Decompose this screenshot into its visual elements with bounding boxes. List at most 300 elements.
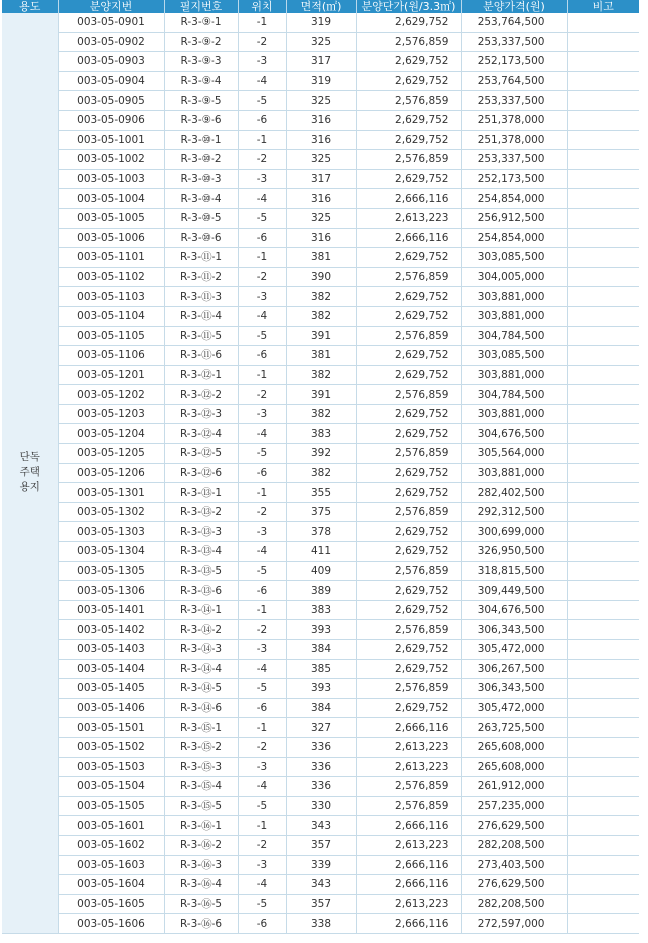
table-row bbox=[2, 32, 639, 52]
area-cell: 385 bbox=[286, 659, 356, 679]
lot-address-cell: 003-05-1606 bbox=[58, 914, 164, 934]
lot-address-cell: 003-05-1605 bbox=[58, 894, 164, 914]
sale-price-cell: 304,676,500 bbox=[461, 600, 567, 620]
remarks-cell bbox=[567, 444, 639, 464]
table-row bbox=[2, 522, 639, 542]
usage-cell bbox=[2, 13, 58, 933]
remarks-cell bbox=[567, 130, 639, 150]
area-cell: 381 bbox=[286, 248, 356, 268]
remarks-cell bbox=[567, 326, 639, 346]
parcel-number-cell: R-3-⑬-2 bbox=[164, 502, 238, 522]
lot-address-cell: 003-05-1602 bbox=[58, 835, 164, 855]
area-cell: 325 bbox=[286, 208, 356, 228]
table-row bbox=[2, 640, 639, 660]
remarks-cell bbox=[567, 581, 639, 601]
position-cell: -5 bbox=[238, 91, 286, 111]
sale-price-cell: 303,881,000 bbox=[461, 404, 567, 424]
remarks-cell bbox=[567, 777, 639, 797]
position-cell: -1 bbox=[238, 365, 286, 385]
remarks-cell bbox=[567, 404, 639, 424]
area-cell: 316 bbox=[286, 110, 356, 130]
lot-address-cell: 003-05-1405 bbox=[58, 679, 164, 699]
unit-price-cell: 2,629,752 bbox=[356, 13, 461, 32]
remarks-cell bbox=[567, 737, 639, 757]
table-row bbox=[2, 52, 639, 72]
area-cell: 336 bbox=[286, 757, 356, 777]
sale-price-cell: 276,629,500 bbox=[461, 816, 567, 836]
parcel-number-cell: R-3-⑮-5 bbox=[164, 796, 238, 816]
parcel-number-cell: R-3-⑯-5 bbox=[164, 894, 238, 914]
table-row bbox=[2, 718, 639, 738]
unit-price-cell: 2,629,752 bbox=[356, 346, 461, 366]
unit-price-cell: 2,629,752 bbox=[356, 542, 461, 562]
lot-address-cell: 003-05-1201 bbox=[58, 365, 164, 385]
remarks-cell bbox=[567, 483, 639, 503]
parcel-number-cell: R-3-⑫-3 bbox=[164, 404, 238, 424]
position-cell: -5 bbox=[238, 796, 286, 816]
remarks-cell bbox=[567, 600, 639, 620]
sale-price-cell: 265,608,000 bbox=[461, 737, 567, 757]
parcel-number-cell: R-3-⑩-1 bbox=[164, 130, 238, 150]
unit-price-cell: 2,629,752 bbox=[356, 287, 461, 307]
area-cell: 390 bbox=[286, 267, 356, 287]
sale-price-cell: 253,764,500 bbox=[461, 71, 567, 91]
unit-price-cell: 2,613,223 bbox=[356, 737, 461, 757]
parcel-number-cell: R-3-⑫-4 bbox=[164, 424, 238, 444]
sale-price-cell: 306,343,500 bbox=[461, 620, 567, 640]
lot-address-cell: 003-05-0901 bbox=[58, 13, 164, 32]
area-cell: 316 bbox=[286, 228, 356, 248]
sale-price-cell: 263,725,500 bbox=[461, 718, 567, 738]
sale-price-cell: 257,235,000 bbox=[461, 796, 567, 816]
position-cell: -5 bbox=[238, 444, 286, 464]
position-cell: -1 bbox=[238, 718, 286, 738]
position-cell: -4 bbox=[238, 306, 286, 326]
parcel-number-cell: R-3-⑫-2 bbox=[164, 385, 238, 405]
usage-label: 주택 bbox=[19, 466, 40, 479]
area-cell: 325 bbox=[286, 32, 356, 52]
table-row bbox=[2, 228, 639, 248]
parcel-number-cell: R-3-⑯-4 bbox=[164, 875, 238, 895]
unit-price-cell: 2,629,752 bbox=[356, 463, 461, 483]
parcel-number-cell: R-3-⑮-3 bbox=[164, 757, 238, 777]
table-row bbox=[2, 502, 639, 522]
usage-label: 단독 bbox=[19, 451, 40, 464]
unit-price-cell: 2,666,116 bbox=[356, 914, 461, 934]
position-cell: -5 bbox=[238, 326, 286, 346]
table-row bbox=[2, 169, 639, 189]
remarks-cell bbox=[567, 169, 639, 189]
position-cell: -2 bbox=[238, 32, 286, 52]
area-cell: 382 bbox=[286, 463, 356, 483]
position-cell: -6 bbox=[238, 581, 286, 601]
parcel-number-cell: R-3-⑫-1 bbox=[164, 365, 238, 385]
unit-price-cell: 2,613,223 bbox=[356, 757, 461, 777]
sale-price-cell: 300,699,000 bbox=[461, 522, 567, 542]
unit-price-cell: 2,576,859 bbox=[356, 267, 461, 287]
sale-price-cell: 256,912,500 bbox=[461, 208, 567, 228]
unit-price-cell: 2,576,859 bbox=[356, 620, 461, 640]
lot-address-cell: 003-05-1101 bbox=[58, 248, 164, 268]
position-cell: -6 bbox=[238, 110, 286, 130]
sale-price-cell: 265,608,000 bbox=[461, 757, 567, 777]
table-row bbox=[2, 385, 639, 405]
remarks-cell bbox=[567, 718, 639, 738]
lot-address-cell: 003-05-1102 bbox=[58, 267, 164, 287]
position-cell: -5 bbox=[238, 894, 286, 914]
lot-address-cell: 003-05-1501 bbox=[58, 718, 164, 738]
header-sale-price: 분양가격(원) bbox=[461, 0, 567, 13]
unit-price-cell: 2,629,752 bbox=[356, 522, 461, 542]
lot-address-cell: 003-05-1601 bbox=[58, 816, 164, 836]
remarks-cell bbox=[567, 208, 639, 228]
position-cell: -2 bbox=[238, 385, 286, 405]
sale-price-cell: 304,784,500 bbox=[461, 326, 567, 346]
table-row bbox=[2, 894, 639, 914]
table-row bbox=[2, 71, 639, 91]
position-cell: -2 bbox=[238, 737, 286, 757]
header-area: 면적(㎡) bbox=[286, 0, 356, 13]
unit-price-cell: 2,576,859 bbox=[356, 679, 461, 699]
position-cell: -4 bbox=[238, 659, 286, 679]
header-parcel-number: 필지번호 bbox=[164, 0, 238, 13]
sale-price-cell: 254,854,000 bbox=[461, 189, 567, 209]
unit-price-cell: 2,666,116 bbox=[356, 816, 461, 836]
sale-price-cell: 251,378,000 bbox=[461, 110, 567, 130]
parcel-number-cell: R-3-⑭-2 bbox=[164, 620, 238, 640]
table-row bbox=[2, 816, 639, 836]
sale-price-cell: 282,208,500 bbox=[461, 835, 567, 855]
remarks-cell bbox=[567, 502, 639, 522]
unit-price-cell: 2,629,752 bbox=[356, 404, 461, 424]
unit-price-cell: 2,629,752 bbox=[356, 424, 461, 444]
area-cell: 383 bbox=[286, 600, 356, 620]
unit-price-cell: 2,629,752 bbox=[356, 365, 461, 385]
unit-price-cell: 2,576,859 bbox=[356, 796, 461, 816]
position-cell: -4 bbox=[238, 424, 286, 444]
table-row bbox=[2, 679, 639, 699]
lot-address-cell: 003-05-1302 bbox=[58, 502, 164, 522]
header-lot-address: 분양지번 bbox=[58, 0, 164, 13]
lot-address-cell: 003-05-1306 bbox=[58, 581, 164, 601]
position-cell: -3 bbox=[238, 52, 286, 72]
position-cell: -1 bbox=[238, 248, 286, 268]
lot-address-cell: 003-05-1603 bbox=[58, 855, 164, 875]
unit-price-cell: 2,576,859 bbox=[356, 502, 461, 522]
lot-address-cell: 003-05-0902 bbox=[58, 32, 164, 52]
unit-price-cell: 2,629,752 bbox=[356, 483, 461, 503]
area-cell: 336 bbox=[286, 777, 356, 797]
table-row bbox=[2, 542, 639, 562]
remarks-cell bbox=[567, 796, 639, 816]
unit-price-cell: 2,629,752 bbox=[356, 698, 461, 718]
parcel-number-cell: R-3-⑩-6 bbox=[164, 228, 238, 248]
parcel-number-cell: R-3-⑬-3 bbox=[164, 522, 238, 542]
sale-price-cell: 306,343,500 bbox=[461, 679, 567, 699]
sale-price-cell: 303,085,500 bbox=[461, 346, 567, 366]
position-cell: -3 bbox=[238, 855, 286, 875]
remarks-cell bbox=[567, 385, 639, 405]
unit-price-cell: 2,666,116 bbox=[356, 189, 461, 209]
area-cell: 383 bbox=[286, 424, 356, 444]
table-row bbox=[2, 248, 639, 268]
lot-address-cell: 003-05-1404 bbox=[58, 659, 164, 679]
area-cell: 391 bbox=[286, 385, 356, 405]
sale-price-cell: 318,815,500 bbox=[461, 561, 567, 581]
parcel-number-cell: R-3-⑮-1 bbox=[164, 718, 238, 738]
remarks-cell bbox=[567, 346, 639, 366]
sale-price-cell: 309,449,500 bbox=[461, 581, 567, 601]
unit-price-cell: 2,666,116 bbox=[356, 855, 461, 875]
parcel-number-cell: R-3-⑭-3 bbox=[164, 640, 238, 660]
table-body bbox=[2, 13, 639, 933]
position-cell: -6 bbox=[238, 698, 286, 718]
area-cell: 319 bbox=[286, 71, 356, 91]
parcel-number-cell: R-3-⑬-6 bbox=[164, 581, 238, 601]
position-cell: -3 bbox=[238, 287, 286, 307]
unit-price-cell: 2,576,859 bbox=[356, 150, 461, 170]
area-cell: 382 bbox=[286, 404, 356, 424]
remarks-cell bbox=[567, 640, 639, 660]
lot-address-cell: 003-05-1004 bbox=[58, 189, 164, 209]
area-cell: 378 bbox=[286, 522, 356, 542]
remarks-cell bbox=[567, 365, 639, 385]
area-cell: 316 bbox=[286, 130, 356, 150]
sale-price-cell: 305,564,000 bbox=[461, 444, 567, 464]
parcel-number-cell: R-3-⑪-6 bbox=[164, 346, 238, 366]
parcel-number-cell: R-3-⑭-1 bbox=[164, 600, 238, 620]
area-cell: 411 bbox=[286, 542, 356, 562]
area-cell: 384 bbox=[286, 698, 356, 718]
position-cell: -6 bbox=[238, 914, 286, 934]
position-cell: -5 bbox=[238, 208, 286, 228]
parcel-number-cell: R-3-⑯-1 bbox=[164, 816, 238, 836]
lot-address-cell: 003-05-1604 bbox=[58, 875, 164, 895]
remarks-cell bbox=[567, 522, 639, 542]
table-row bbox=[2, 659, 639, 679]
lot-price-table bbox=[2, 0, 639, 934]
position-cell: -1 bbox=[238, 13, 286, 32]
lot-address-cell: 003-05-1502 bbox=[58, 737, 164, 757]
area-cell: 381 bbox=[286, 346, 356, 366]
table-row bbox=[2, 404, 639, 424]
parcel-number-cell: R-3-⑨-2 bbox=[164, 32, 238, 52]
table-row bbox=[2, 130, 639, 150]
remarks-cell bbox=[567, 267, 639, 287]
parcel-number-cell: R-3-⑬-4 bbox=[164, 542, 238, 562]
table-row bbox=[2, 855, 639, 875]
area-cell: 393 bbox=[286, 679, 356, 699]
sale-price-cell: 254,854,000 bbox=[461, 228, 567, 248]
table-row bbox=[2, 600, 639, 620]
lot-address-cell: 003-05-1104 bbox=[58, 306, 164, 326]
remarks-cell bbox=[567, 463, 639, 483]
remarks-cell bbox=[567, 71, 639, 91]
sale-price-cell: 303,881,000 bbox=[461, 287, 567, 307]
position-cell: -5 bbox=[238, 679, 286, 699]
sale-price-cell: 326,950,500 bbox=[461, 542, 567, 562]
table-row bbox=[2, 698, 639, 718]
area-cell: 343 bbox=[286, 875, 356, 895]
position-cell: -2 bbox=[238, 150, 286, 170]
lot-address-cell: 003-05-0903 bbox=[58, 52, 164, 72]
sale-price-cell: 306,267,500 bbox=[461, 659, 567, 679]
position-cell: -3 bbox=[238, 757, 286, 777]
lot-address-cell: 003-05-1504 bbox=[58, 777, 164, 797]
parcel-number-cell: R-3-⑭-6 bbox=[164, 698, 238, 718]
position-cell: -1 bbox=[238, 600, 286, 620]
lot-address-cell: 003-05-1301 bbox=[58, 483, 164, 503]
sale-price-cell: 292,312,500 bbox=[461, 502, 567, 522]
area-cell: 317 bbox=[286, 169, 356, 189]
area-cell: 382 bbox=[286, 365, 356, 385]
sale-price-cell: 304,784,500 bbox=[461, 385, 567, 405]
parcel-number-cell: R-3-⑪-4 bbox=[164, 306, 238, 326]
position-cell: -3 bbox=[238, 169, 286, 189]
remarks-cell bbox=[567, 91, 639, 111]
remarks-cell bbox=[567, 855, 639, 875]
table-row bbox=[2, 91, 639, 111]
unit-price-cell: 2,666,116 bbox=[356, 228, 461, 248]
parcel-number-cell: R-3-⑮-4 bbox=[164, 777, 238, 797]
remarks-cell bbox=[567, 679, 639, 699]
area-cell: 392 bbox=[286, 444, 356, 464]
sale-price-cell: 303,881,000 bbox=[461, 463, 567, 483]
area-cell: 382 bbox=[286, 306, 356, 326]
position-cell: -2 bbox=[238, 835, 286, 855]
table-row bbox=[2, 346, 639, 366]
table-row bbox=[2, 267, 639, 287]
area-cell: 338 bbox=[286, 914, 356, 934]
remarks-cell bbox=[567, 32, 639, 52]
area-cell: 389 bbox=[286, 581, 356, 601]
remarks-cell bbox=[567, 110, 639, 130]
parcel-number-cell: R-3-⑭-4 bbox=[164, 659, 238, 679]
remarks-cell bbox=[567, 561, 639, 581]
remarks-cell bbox=[567, 620, 639, 640]
remarks-cell bbox=[567, 189, 639, 209]
parcel-number-cell: R-3-⑮-2 bbox=[164, 737, 238, 757]
area-cell: 330 bbox=[286, 796, 356, 816]
position-cell: -5 bbox=[238, 561, 286, 581]
position-cell: -3 bbox=[238, 404, 286, 424]
sale-price-cell: 276,629,500 bbox=[461, 875, 567, 895]
parcel-number-cell: R-3-⑫-5 bbox=[164, 444, 238, 464]
table-row bbox=[2, 796, 639, 816]
table-row bbox=[2, 737, 639, 757]
header-row bbox=[2, 0, 639, 13]
position-cell: -4 bbox=[238, 71, 286, 91]
sale-price-cell: 252,173,500 bbox=[461, 169, 567, 189]
position-cell: -2 bbox=[238, 267, 286, 287]
remarks-cell bbox=[567, 894, 639, 914]
area-cell: 391 bbox=[286, 326, 356, 346]
lot-address-cell: 003-05-1203 bbox=[58, 404, 164, 424]
unit-price-cell: 2,613,223 bbox=[356, 208, 461, 228]
lot-address-cell: 003-05-1305 bbox=[58, 561, 164, 581]
table-row bbox=[2, 483, 639, 503]
remarks-cell bbox=[567, 248, 639, 268]
parcel-number-cell: R-3-⑨-4 bbox=[164, 71, 238, 91]
remarks-cell bbox=[567, 306, 639, 326]
table-row bbox=[2, 306, 639, 326]
lot-address-cell: 003-05-0906 bbox=[58, 110, 164, 130]
parcel-number-cell: R-3-⑯-6 bbox=[164, 914, 238, 934]
unit-price-cell: 2,576,859 bbox=[356, 91, 461, 111]
lot-address-cell: 003-05-1002 bbox=[58, 150, 164, 170]
sale-price-cell: 282,402,500 bbox=[461, 483, 567, 503]
parcel-number-cell: R-3-⑨-6 bbox=[164, 110, 238, 130]
lot-address-cell: 003-05-1005 bbox=[58, 208, 164, 228]
parcel-number-cell: R-3-⑩-2 bbox=[164, 150, 238, 170]
sale-price-cell: 253,764,500 bbox=[461, 13, 567, 32]
position-cell: -1 bbox=[238, 816, 286, 836]
area-cell: 343 bbox=[286, 816, 356, 836]
position-cell: -2 bbox=[238, 620, 286, 640]
lot-address-cell: 003-05-0905 bbox=[58, 91, 164, 111]
parcel-number-cell: R-3-⑬-5 bbox=[164, 561, 238, 581]
area-cell: 325 bbox=[286, 150, 356, 170]
table-row bbox=[2, 835, 639, 855]
unit-price-cell: 2,613,223 bbox=[356, 835, 461, 855]
unit-price-cell: 2,576,859 bbox=[356, 32, 461, 52]
lot-address-cell: 003-05-1406 bbox=[58, 698, 164, 718]
area-cell: 327 bbox=[286, 718, 356, 738]
position-cell: -4 bbox=[238, 777, 286, 797]
unit-price-cell: 2,629,752 bbox=[356, 581, 461, 601]
area-cell: 325 bbox=[286, 91, 356, 111]
lot-address-cell: 003-05-1206 bbox=[58, 463, 164, 483]
area-cell: 384 bbox=[286, 640, 356, 660]
sale-price-cell: 304,005,000 bbox=[461, 267, 567, 287]
parcel-number-cell: R-3-⑪-1 bbox=[164, 248, 238, 268]
area-cell: 339 bbox=[286, 855, 356, 875]
lot-address-cell: 003-05-1403 bbox=[58, 640, 164, 660]
table-row bbox=[2, 424, 639, 444]
unit-price-cell: 2,629,752 bbox=[356, 306, 461, 326]
position-cell: -6 bbox=[238, 346, 286, 366]
table-row bbox=[2, 620, 639, 640]
area-cell: 375 bbox=[286, 502, 356, 522]
unit-price-cell: 2,629,752 bbox=[356, 110, 461, 130]
remarks-cell bbox=[567, 816, 639, 836]
unit-price-cell: 2,629,752 bbox=[356, 248, 461, 268]
table-row bbox=[2, 150, 639, 170]
table-row bbox=[2, 444, 639, 464]
position-cell: -3 bbox=[238, 522, 286, 542]
header-usage: 용도 bbox=[2, 0, 58, 13]
remarks-cell bbox=[567, 835, 639, 855]
lot-address-cell: 003-05-1503 bbox=[58, 757, 164, 777]
lot-address-cell: 003-05-1402 bbox=[58, 620, 164, 640]
unit-price-cell: 2,613,223 bbox=[356, 894, 461, 914]
sale-price-cell: 261,912,000 bbox=[461, 777, 567, 797]
area-cell: 316 bbox=[286, 189, 356, 209]
table-row bbox=[2, 208, 639, 228]
parcel-number-cell: R-3-⑩-5 bbox=[164, 208, 238, 228]
parcel-number-cell: R-3-⑪-2 bbox=[164, 267, 238, 287]
remarks-cell bbox=[567, 150, 639, 170]
unit-price-cell: 2,629,752 bbox=[356, 169, 461, 189]
parcel-number-cell: R-3-⑯-2 bbox=[164, 835, 238, 855]
position-cell: -3 bbox=[238, 640, 286, 660]
lot-address-cell: 003-05-1103 bbox=[58, 287, 164, 307]
position-cell: -4 bbox=[238, 875, 286, 895]
unit-price-cell: 2,666,116 bbox=[356, 718, 461, 738]
table-row bbox=[2, 561, 639, 581]
area-cell: 336 bbox=[286, 737, 356, 757]
parcel-number-cell: R-3-⑩-4 bbox=[164, 189, 238, 209]
